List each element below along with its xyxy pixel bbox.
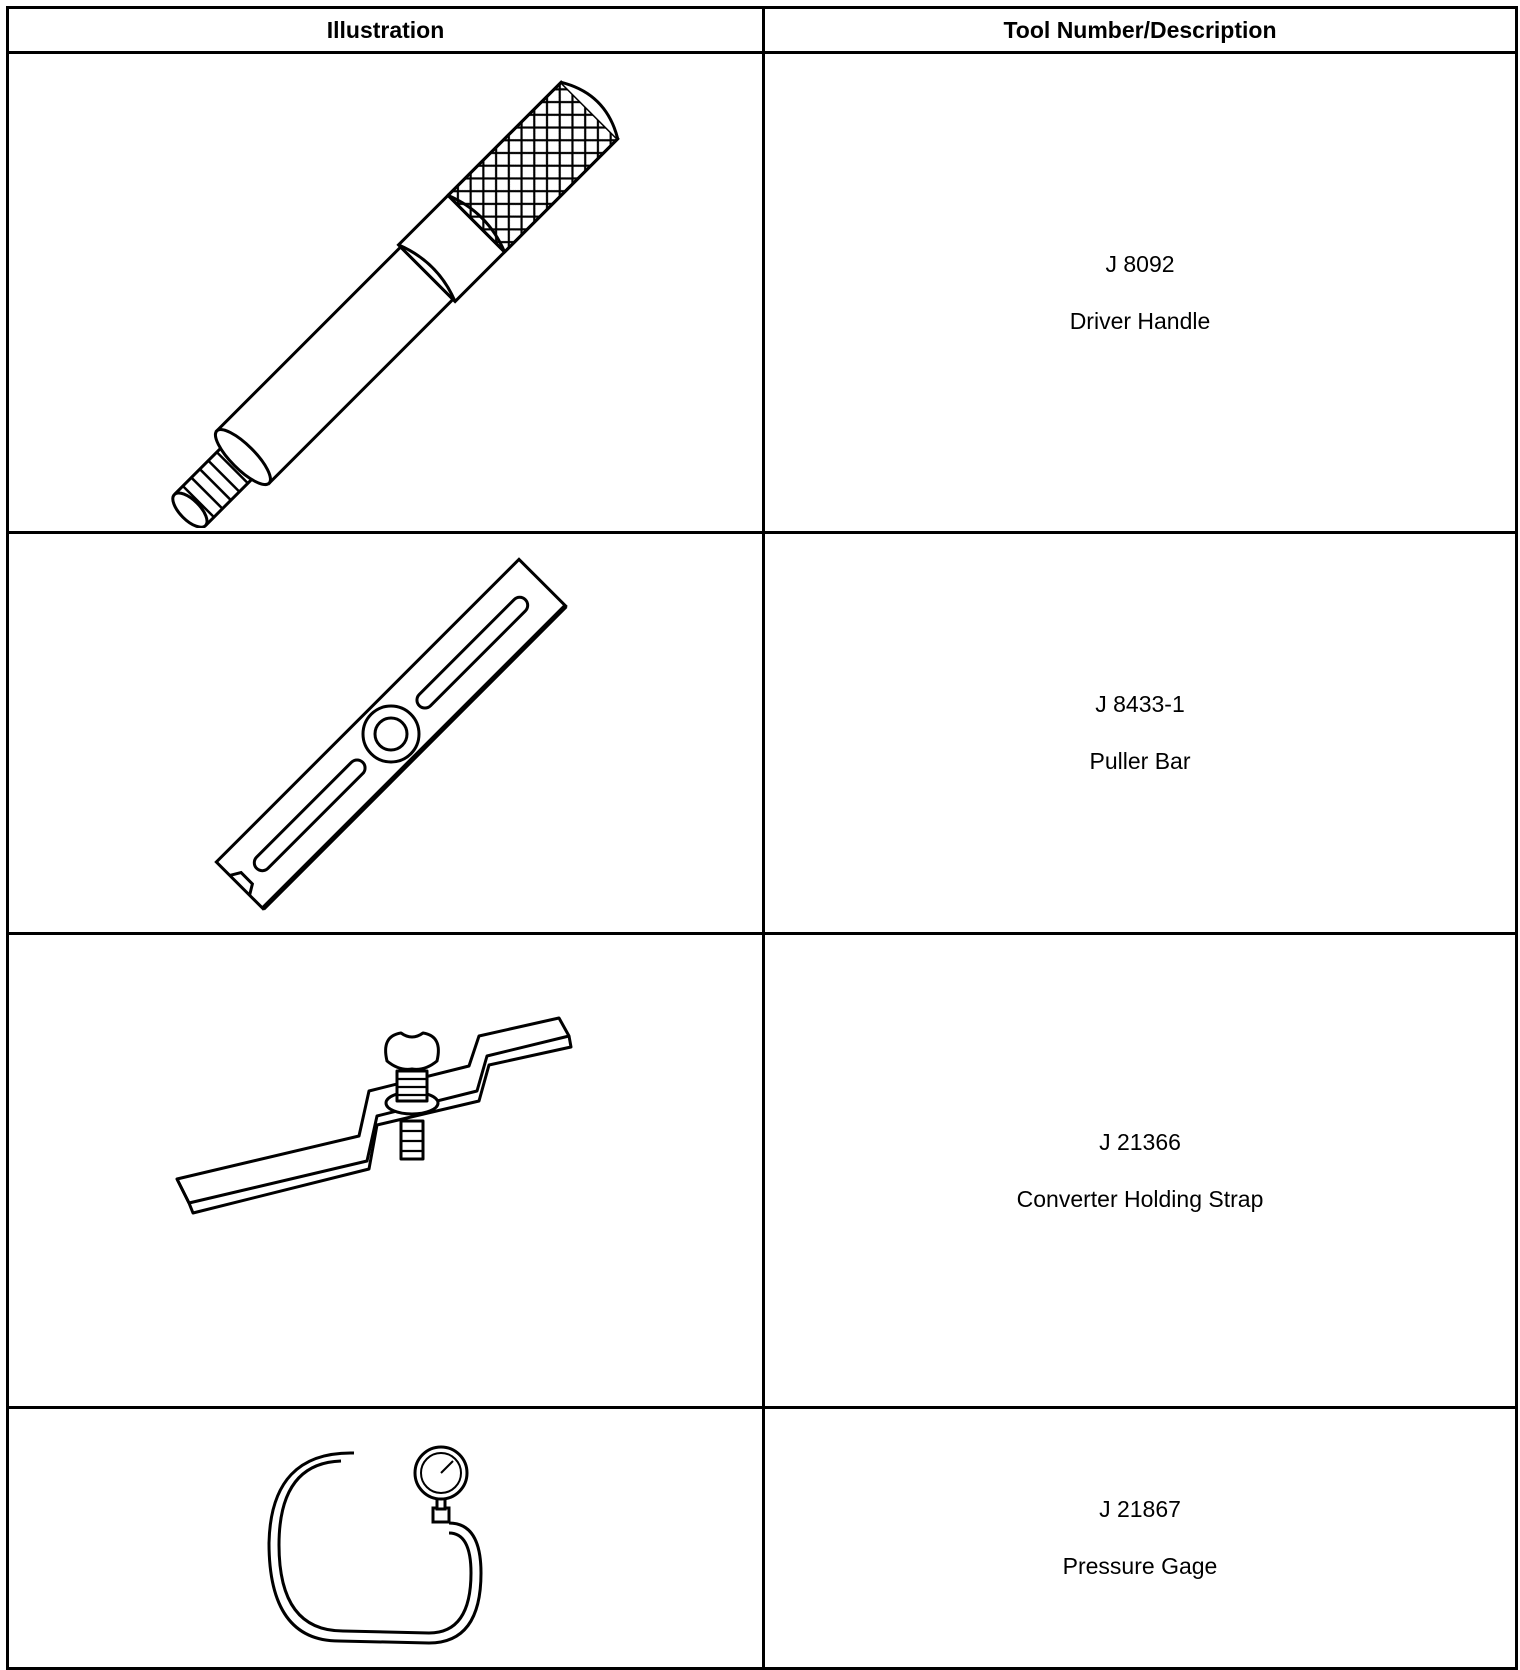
table-row bbox=[8, 533, 1517, 934]
driver-handle-illustration bbox=[9, 58, 769, 528]
description-cell bbox=[764, 53, 1517, 533]
pressure-gage-illustration bbox=[9, 1413, 769, 1663]
tool-number: J 8433-1 bbox=[1095, 691, 1185, 717]
table-row bbox=[8, 1408, 1517, 1669]
header-illustration: Illustration bbox=[8, 8, 764, 53]
header-tool-number-description: Tool Number/Description bbox=[764, 8, 1517, 53]
tool-description: Driver Handle bbox=[1069, 307, 1211, 334]
table-header-row bbox=[8, 8, 1517, 53]
tool-number: J 8092 bbox=[1105, 250, 1175, 277]
table-row bbox=[8, 53, 1517, 533]
description-cell bbox=[764, 533, 1517, 934]
tool-description: Pressure Gage bbox=[1062, 1553, 1218, 1579]
special-tools-table bbox=[6, 6, 1518, 1670]
illustration-cell bbox=[8, 1408, 764, 1669]
table-row bbox=[8, 934, 1517, 1408]
description-cell bbox=[764, 934, 1517, 1408]
tool-description: Converter Holding Strap bbox=[1016, 1185, 1264, 1212]
puller-bar-illustration bbox=[9, 538, 769, 928]
tool-number: J 21366 bbox=[1099, 1128, 1181, 1155]
description-cell bbox=[764, 1408, 1517, 1669]
tool-description: Puller Bar bbox=[1089, 748, 1191, 774]
illustration-cell bbox=[8, 934, 764, 1408]
illustration-cell bbox=[8, 533, 764, 934]
converter-holding-strap-illustration bbox=[9, 941, 769, 1401]
tool-number: J 21867 bbox=[1099, 1496, 1181, 1522]
illustration-cell bbox=[8, 53, 764, 533]
